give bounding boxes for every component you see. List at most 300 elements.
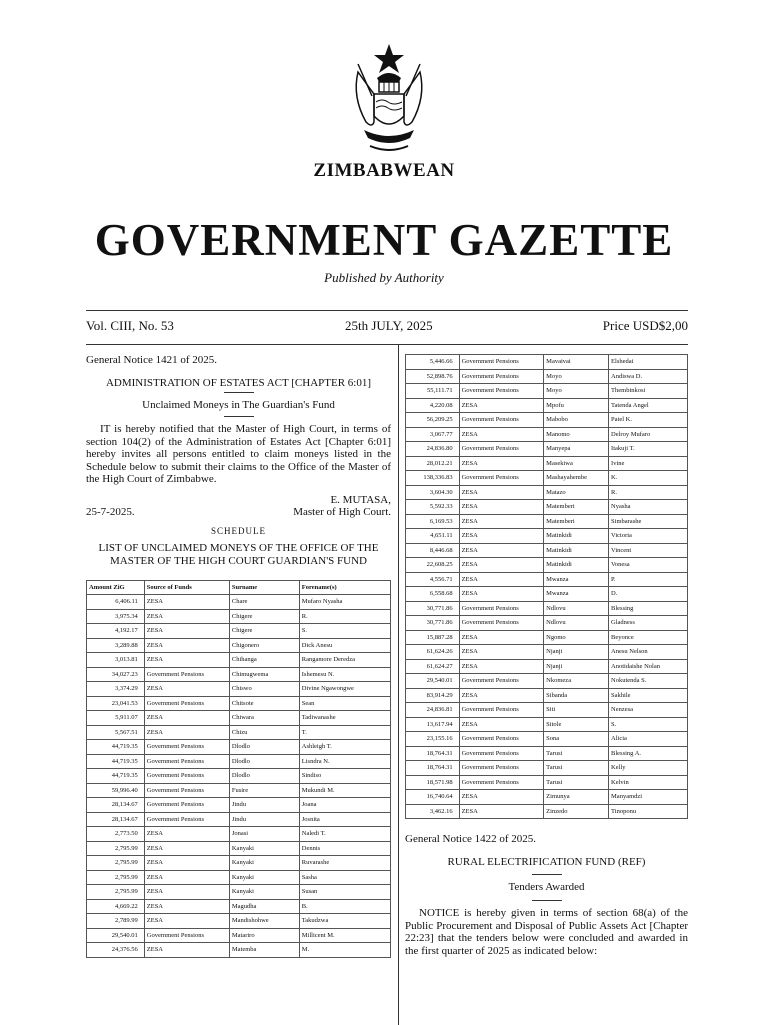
- source-cell: ZESA: [144, 725, 229, 740]
- forename-cell: Victoria: [609, 529, 688, 544]
- forename-cell: Susan: [299, 885, 390, 900]
- issue-price: Price USD$2,00: [602, 318, 688, 333]
- surname-cell: Matazo: [544, 485, 609, 500]
- table-row: [406, 355, 688, 370]
- source-cell: ZESA: [144, 870, 229, 885]
- notice-body: NOTICE is hereby given in terms of section 68(a) of the Public Procurement and Disposal of Public Assets Act [Chapter 22:23] that the tenders below were concluded and awarded in the first quarter of 2025 as indicated below:: [405, 906, 688, 957]
- forename-cell: Takudzwa: [299, 914, 390, 929]
- table-row: [87, 638, 391, 653]
- source-cell: Government Pensions: [459, 746, 544, 761]
- surname-cell: Dlodlo: [229, 754, 299, 769]
- surname-cell: Dlodlo: [229, 769, 299, 784]
- table-row: [406, 456, 688, 471]
- right-column: [405, 354, 688, 965]
- source-cell: Government Pensions: [459, 601, 544, 616]
- forename-cell: S.: [609, 717, 688, 732]
- forename-cell: Mufaro Nyasha: [299, 595, 390, 610]
- source-cell: ZESA: [459, 456, 544, 471]
- source-cell: ZESA: [144, 711, 229, 726]
- surname-cell: Ndlovu: [544, 616, 609, 631]
- forename-cell: Elshedai: [609, 355, 688, 370]
- table-row: [87, 595, 391, 610]
- column-header: Source of Funds: [144, 580, 229, 595]
- amount-cell: 13,617.94: [406, 717, 460, 732]
- source-cell: Government Pensions: [459, 355, 544, 370]
- amount-cell: 83,914.29: [406, 688, 460, 703]
- amount-cell: 5,446.66: [406, 355, 460, 370]
- forename-cell: Rangamore Deredza: [299, 653, 390, 668]
- table-row: [406, 485, 688, 500]
- table-row: [406, 645, 688, 660]
- schedule-label: SCHEDULE: [211, 526, 266, 537]
- amount-cell: 24,836.81: [406, 703, 460, 718]
- amount-cell: 3,289.88: [87, 638, 145, 653]
- forename-cell: Sean: [299, 696, 390, 711]
- table-row: [406, 369, 688, 384]
- forename-cell: D.: [609, 587, 688, 602]
- table-row: [406, 427, 688, 442]
- forename-cell: Dick Anesu: [299, 638, 390, 653]
- surname-cell: Dlodlo: [229, 740, 299, 755]
- source-cell: ZESA: [459, 659, 544, 674]
- forename-cell: B.: [299, 899, 390, 914]
- tagline: Published by Authority: [324, 270, 444, 285]
- forename-cell: Vincent: [609, 543, 688, 558]
- forename-cell: Josnita: [299, 812, 390, 827]
- table-row: [87, 711, 391, 726]
- table-row: [406, 442, 688, 457]
- source-cell: ZESA: [144, 856, 229, 871]
- surname-cell: Chizu: [229, 725, 299, 740]
- forename-cell: Manyamdzi: [609, 790, 688, 805]
- list-title: LIST OF UNCLAIMED MONEYS OF THE OFFICE OF THE MASTER OF THE HIGH COURT GUARDIAN'S FUND: [98, 542, 379, 568]
- header-rule-bottom: [86, 344, 688, 345]
- amount-cell: 2,795.99: [87, 885, 145, 900]
- amount-cell: 44,719.35: [87, 769, 145, 784]
- surname-cell: Kanyaki: [229, 885, 299, 900]
- forename-cell: Kelly: [609, 761, 688, 776]
- forename-cell: Thembinkosi: [609, 384, 688, 399]
- forename-cell: Sindiso: [299, 769, 390, 784]
- table-row: [406, 543, 688, 558]
- source-cell: ZESA: [144, 885, 229, 900]
- source-cell: Government Pensions: [459, 413, 544, 428]
- surname-cell: Jonasi: [229, 827, 299, 842]
- table-row: [87, 740, 391, 755]
- table-row: [87, 827, 391, 842]
- surname-cell: Matemberi: [544, 500, 609, 515]
- surname-cell: Tarusi: [544, 775, 609, 790]
- surname-cell: Mashayahembe: [544, 471, 609, 486]
- notice-date: 25-7-2025.: [86, 506, 135, 519]
- table-row: [406, 514, 688, 529]
- source-cell: ZESA: [459, 398, 544, 413]
- source-cell: ZESA: [144, 638, 229, 653]
- notice-1422: [405, 833, 688, 957]
- surname-cell: Chiswo: [229, 682, 299, 697]
- surname-cell: Moyo: [544, 384, 609, 399]
- header-rule-top: [86, 310, 688, 311]
- source-cell: Government Pensions: [459, 384, 544, 399]
- surname-cell: Chare: [229, 595, 299, 610]
- forename-cell: Lisndra N.: [299, 754, 390, 769]
- surname-cell: Kanyaki: [229, 841, 299, 856]
- amount-cell: 30,771.86: [406, 601, 460, 616]
- source-cell: Government Pensions: [144, 798, 229, 813]
- source-cell: Government Pensions: [459, 369, 544, 384]
- column-header: Amount ZiG: [87, 580, 145, 595]
- forename-cell: Anesu Nelson: [609, 645, 688, 660]
- amount-cell: 4,556.71: [406, 572, 460, 587]
- surname-cell: Tarusi: [544, 761, 609, 776]
- source-cell: Government Pensions: [459, 703, 544, 718]
- surname-cell: Ndlovu: [544, 601, 609, 616]
- amount-cell: 34,027.23: [87, 667, 145, 682]
- source-cell: Government Pensions: [459, 775, 544, 790]
- forename-cell: T.: [299, 725, 390, 740]
- amount-cell: 3,604.30: [406, 485, 460, 500]
- forename-cell: Sasha: [299, 870, 390, 885]
- table-row: [87, 870, 391, 885]
- amount-cell: 61,624.27: [406, 659, 460, 674]
- source-cell: ZESA: [459, 427, 544, 442]
- table-row: [406, 732, 688, 747]
- amount-cell: 3,462.16: [406, 804, 460, 819]
- table-row: [87, 812, 391, 827]
- table-row: [406, 630, 688, 645]
- source-cell: Government Pensions: [144, 769, 229, 784]
- source-cell: ZESA: [459, 572, 544, 587]
- source-cell: Government Pensions: [144, 696, 229, 711]
- signature-block: [86, 494, 391, 524]
- source-cell: ZESA: [459, 688, 544, 703]
- notice-number: General Notice 1421 of 2025.: [86, 354, 218, 366]
- amount-cell: 56,209.25: [406, 413, 460, 428]
- source-cell: ZESA: [144, 827, 229, 842]
- source-cell: ZESA: [144, 609, 229, 624]
- amount-cell: 22,608.25: [406, 558, 460, 573]
- surname-cell: Chigonero: [229, 638, 299, 653]
- amount-cell: 5,911.07: [87, 711, 145, 726]
- surname-cell: Chihanga: [229, 653, 299, 668]
- surname-cell: Zimunya: [544, 790, 609, 805]
- surname-cell: Chigere: [229, 609, 299, 624]
- forename-cell: Tadiwanashe: [299, 711, 390, 726]
- source-cell: ZESA: [144, 682, 229, 697]
- surname-cell: Matemba: [229, 943, 299, 958]
- amount-cell: 2,795.99: [87, 856, 145, 871]
- forename-cell: Nokutenda S.: [609, 674, 688, 689]
- source-cell: ZESA: [144, 841, 229, 856]
- amount-cell: 4,669.22: [87, 899, 145, 914]
- notice-number: General Notice 1422 of 2025.: [405, 833, 537, 845]
- table-row: [406, 761, 688, 776]
- surname-cell: Zinzedo: [544, 804, 609, 819]
- column-divider: [398, 345, 399, 1025]
- notice-act-title: RURAL ELECTRIFICATION FUND (REF): [447, 855, 646, 868]
- amount-cell: 4,651.11: [406, 529, 460, 544]
- forename-cell: Naledi T.: [299, 827, 390, 842]
- amount-cell: 30,771.86: [406, 616, 460, 631]
- surname-cell: Mpofu: [544, 398, 609, 413]
- forename-cell: Vonesa: [609, 558, 688, 573]
- surname-cell: Manomo: [544, 427, 609, 442]
- column-header: Forename(s): [299, 580, 390, 595]
- divider: [532, 874, 562, 875]
- surname-cell: Jindu: [229, 812, 299, 827]
- notice-subtitle: Unclaimed Moneys in The Guardian's Fund: [142, 399, 335, 412]
- amount-cell: 28,012.21: [406, 456, 460, 471]
- table-row: [406, 659, 688, 674]
- forename-cell: Ashleigh T.: [299, 740, 390, 755]
- surname-cell: Matariro: [229, 928, 299, 943]
- issue-date: 25th JULY, 2025: [345, 318, 433, 333]
- source-cell: ZESA: [459, 587, 544, 602]
- source-cell: ZESA: [459, 485, 544, 500]
- amount-cell: 4,192.17: [87, 624, 145, 639]
- table-row: [406, 587, 688, 602]
- amount-cell: 6,558.68: [406, 587, 460, 602]
- forename-cell: Delroy Mufaro: [609, 427, 688, 442]
- amount-cell: 29,540.01: [87, 928, 145, 943]
- table-row: [87, 667, 391, 682]
- source-cell: ZESA: [144, 914, 229, 929]
- table-row: [87, 653, 391, 668]
- table-row: [87, 624, 391, 639]
- forename-cell: Tatenda Angel: [609, 398, 688, 413]
- amount-cell: 16,740.64: [406, 790, 460, 805]
- left-column: [86, 354, 391, 958]
- source-cell: Government Pensions: [459, 471, 544, 486]
- source-cell: ZESA: [459, 804, 544, 819]
- table-row: [87, 928, 391, 943]
- forename-cell: Tinoponu: [609, 804, 688, 819]
- column-header: Surname: [229, 580, 299, 595]
- table-row: [87, 609, 391, 624]
- country-name: ZIMBABWEAN: [313, 160, 455, 181]
- forename-cell: P.: [609, 572, 688, 587]
- volume-number: Vol. CIII, No. 53: [86, 318, 174, 333]
- amount-cell: 3,374.29: [87, 682, 145, 697]
- source-cell: ZESA: [459, 790, 544, 805]
- table-row: [406, 703, 688, 718]
- amount-cell: 3,013.81: [87, 653, 145, 668]
- source-cell: ZESA: [144, 943, 229, 958]
- amount-cell: 18,764.31: [406, 761, 460, 776]
- source-cell: ZESA: [459, 500, 544, 515]
- forename-cell: Gladness: [609, 616, 688, 631]
- table-header-row: [87, 580, 391, 595]
- forename-cell: Blessing: [609, 601, 688, 616]
- table-row: [406, 572, 688, 587]
- signatory-name: E. MUTASA,: [330, 494, 391, 507]
- amount-cell: 23,041.53: [87, 696, 145, 711]
- surname-cell: Kanyaki: [229, 870, 299, 885]
- surname-cell: Fusire: [229, 783, 299, 798]
- forename-cell: Joana: [299, 798, 390, 813]
- table-row: [406, 688, 688, 703]
- source-cell: ZESA: [459, 514, 544, 529]
- forename-cell: Nyasha: [609, 500, 688, 515]
- table-row: [406, 398, 688, 413]
- amount-cell: 23,155.16: [406, 732, 460, 747]
- table-row: [87, 754, 391, 769]
- table-row: [406, 529, 688, 544]
- notice-act-title: ADMINISTRATION OF ESTATES ACT [CHAPTER 6:01]: [105, 376, 372, 389]
- amount-cell: 5,567.51: [87, 725, 145, 740]
- source-cell: ZESA: [459, 645, 544, 660]
- source-cell: Government Pensions: [144, 783, 229, 798]
- surname-cell: Njanji: [544, 645, 609, 660]
- source-cell: Government Pensions: [459, 442, 544, 457]
- table-row: [87, 783, 391, 798]
- table-row: [406, 601, 688, 616]
- amount-cell: 2,795.99: [87, 870, 145, 885]
- forename-cell: Millicent M.: [299, 928, 390, 943]
- table-row: [87, 696, 391, 711]
- unclaimed-moneys-table-left: [86, 580, 391, 958]
- table-body: [87, 595, 391, 958]
- amount-cell: 5,592.33: [406, 500, 460, 515]
- table-row: [87, 798, 391, 813]
- amount-cell: 24,376.56: [87, 943, 145, 958]
- amount-cell: 18,764.31: [406, 746, 460, 761]
- forename-cell: Ivine: [609, 456, 688, 471]
- table-row: [87, 769, 391, 784]
- amount-cell: 6,406.11: [87, 595, 145, 610]
- forename-cell: Itakuji T.: [609, 442, 688, 457]
- surname-cell: Tarusi: [544, 746, 609, 761]
- forename-cell: R.: [609, 485, 688, 500]
- amount-cell: 28,134.67: [87, 798, 145, 813]
- source-cell: Government Pensions: [144, 740, 229, 755]
- forename-cell: Andiswa D.: [609, 369, 688, 384]
- forename-cell: Nenzesa: [609, 703, 688, 718]
- amount-cell: 29,540.01: [406, 674, 460, 689]
- surname-cell: Mavaivai: [544, 355, 609, 370]
- surname-cell: Mandishohwe: [229, 914, 299, 929]
- forename-cell: Simbarashe: [609, 514, 688, 529]
- source-cell: ZESA: [144, 899, 229, 914]
- divider: [224, 416, 254, 417]
- source-cell: Government Pensions: [459, 732, 544, 747]
- table-row: [87, 885, 391, 900]
- source-cell: Government Pensions: [144, 754, 229, 769]
- table-row: [87, 943, 391, 958]
- table-row: [406, 558, 688, 573]
- forename-cell: Blessing A.: [609, 746, 688, 761]
- forename-cell: Kelvin: [609, 775, 688, 790]
- table-body: [406, 355, 688, 819]
- surname-cell: Manyepa: [544, 442, 609, 457]
- forename-cell: S.: [299, 624, 390, 639]
- amount-cell: 138,336.83: [406, 471, 460, 486]
- surname-cell: Matinkidi: [544, 558, 609, 573]
- surname-cell: Chitsote: [229, 696, 299, 711]
- source-cell: Government Pensions: [459, 616, 544, 631]
- amount-cell: 61,624.26: [406, 645, 460, 660]
- forename-cell: Anotidaishe Nolan: [609, 659, 688, 674]
- forename-cell: Dennis: [299, 841, 390, 856]
- surname-cell: Mwanza: [544, 587, 609, 602]
- table-row: [406, 717, 688, 732]
- forename-cell: Beyonce: [609, 630, 688, 645]
- forename-cell: Alicia: [609, 732, 688, 747]
- table-row: [87, 725, 391, 740]
- gazette-title: GOVERNMENT GAZETTE: [94, 215, 674, 265]
- table-row: [87, 682, 391, 697]
- surname-cell: Moyo: [544, 369, 609, 384]
- amount-cell: 24,836.80: [406, 442, 460, 457]
- forename-cell: Ishemesu N.: [299, 667, 390, 682]
- amount-cell: 2,773.50: [87, 827, 145, 842]
- table-row: [87, 841, 391, 856]
- signatory-title: Master of High Court.: [293, 506, 391, 519]
- amount-cell: 2,789.99: [87, 914, 145, 929]
- source-cell: Government Pensions: [459, 761, 544, 776]
- amount-cell: 59,996.40: [87, 783, 145, 798]
- amount-cell: 6,169.53: [406, 514, 460, 529]
- surname-cell: Kanyaki: [229, 856, 299, 871]
- surname-cell: Nkomeza: [544, 674, 609, 689]
- amount-cell: 8,446.68: [406, 543, 460, 558]
- amount-cell: 3,067.77: [406, 427, 460, 442]
- source-cell: ZESA: [144, 653, 229, 668]
- surname-cell: Mwanza: [544, 572, 609, 587]
- amount-cell: 44,719.35: [87, 740, 145, 755]
- surname-cell: Chiwara: [229, 711, 299, 726]
- source-cell: ZESA: [144, 595, 229, 610]
- forename-cell: M.: [299, 943, 390, 958]
- surname-cell: Ngomo: [544, 630, 609, 645]
- table-row: [406, 616, 688, 631]
- surname-cell: Masekiwa: [544, 456, 609, 471]
- surname-cell: Matinkidi: [544, 529, 609, 544]
- table-row: [406, 804, 688, 819]
- surname-cell: Siti: [544, 703, 609, 718]
- surname-cell: Njanji: [544, 659, 609, 674]
- source-cell: Government Pensions: [144, 667, 229, 682]
- source-cell: ZESA: [459, 558, 544, 573]
- divider: [532, 900, 562, 901]
- amount-cell: 28,134.67: [87, 812, 145, 827]
- amount-cell: 52,898.76: [406, 369, 460, 384]
- table-row: [406, 674, 688, 689]
- table-row: [87, 914, 391, 929]
- amount-cell: 55,111.71: [406, 384, 460, 399]
- surname-cell: Matemberi: [544, 514, 609, 529]
- table-row: [406, 746, 688, 761]
- table-row: [406, 775, 688, 790]
- unclaimed-moneys-table-right: [405, 354, 688, 819]
- table-row: [406, 500, 688, 515]
- surname-cell: Jindu: [229, 798, 299, 813]
- surname-cell: Matinkidi: [544, 543, 609, 558]
- source-cell: Government Pensions: [459, 674, 544, 689]
- surname-cell: Sona: [544, 732, 609, 747]
- table-row: [406, 471, 688, 486]
- surname-cell: Chimugwema: [229, 667, 299, 682]
- source-cell: Government Pensions: [144, 928, 229, 943]
- notice-body: IT is hereby notified that the Master of High Court, in terms of section 104(2) of the Administration of Estates Act [Chapter 6:01] hereby invites all persons entitled to claim moneys listed in the Schedule below to submit their claims to the Office of the Master of the High Court of Zimbabwe.: [86, 422, 391, 486]
- source-cell: ZESA: [144, 624, 229, 639]
- table-row: [406, 413, 688, 428]
- notice-subtitle: Tenders Awarded: [508, 881, 585, 894]
- source-cell: ZESA: [459, 543, 544, 558]
- surname-cell: Sibanda: [544, 688, 609, 703]
- table-row: [87, 856, 391, 871]
- amount-cell: 3,975.34: [87, 609, 145, 624]
